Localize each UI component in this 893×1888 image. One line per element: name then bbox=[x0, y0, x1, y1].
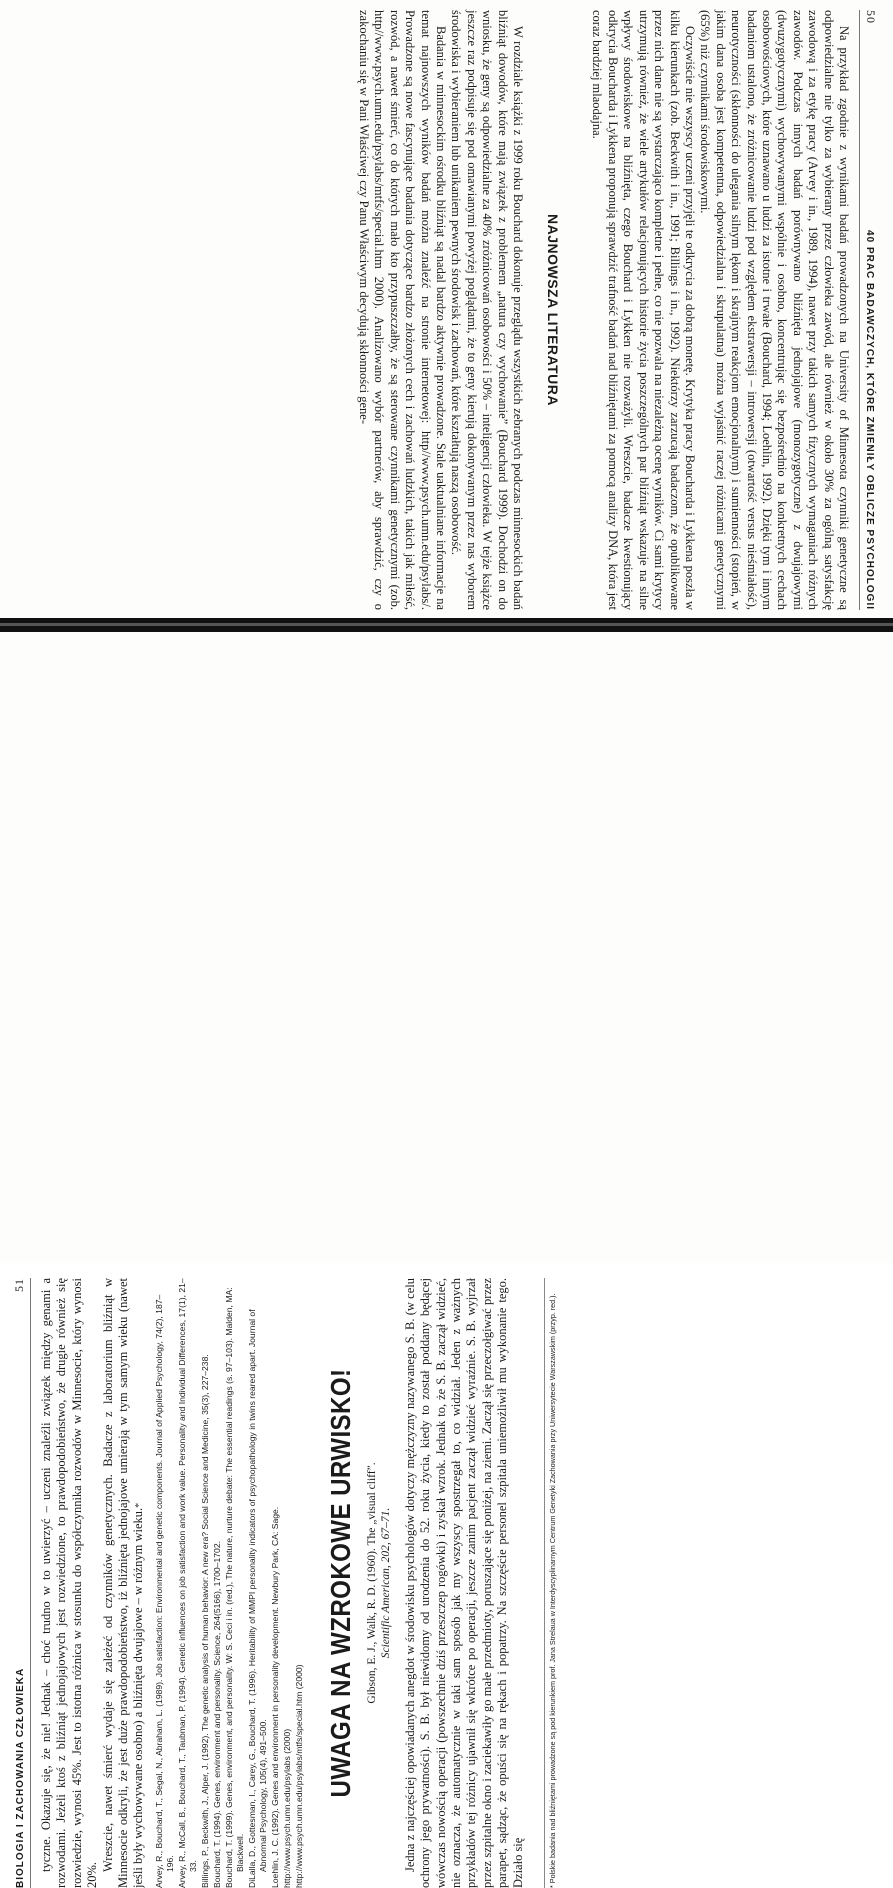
running-head bbox=[12, 1278, 31, 1888]
page-number: 51 bbox=[12, 1278, 26, 1292]
source-journal: Scientific American, 202, 67–71. bbox=[379, 1507, 392, 1659]
running-head bbox=[859, 10, 878, 610]
reference-item: Bouchard, T. (1999). Genes, environment, and personality. W: S. Ceci i in. (red.), The nature, nurture debate: The essential readings (s. 97–103). Malden, MA: Blackwell. bbox=[223, 1287, 245, 1888]
running-head-title: 40 PRAC BADAWCZYCH, KTÓRE ZMIENIŁY OBLICZE PSYCHOLOGII bbox=[864, 230, 875, 610]
page-51 bbox=[12, 1278, 892, 1888]
source-authors: Gibson, E. J., Walk, R. D. (1960). The „visual cliff”. bbox=[365, 1462, 378, 1704]
reference-item: Arvey, R., McCall, B., Bouchard, T., Taubman, P. (1994). Genetic influences on job satisfaction and work value. Personality and Individual Differences, 17(1), 21–33. bbox=[176, 1278, 198, 1888]
paragraph: Na przykład zgodnie z wynikami badań prowadzonych na University of Minnesota czynniki genetyczne są odpowiedzialne nie tylko za wybierany przez człowieka zawód, ale również w około 30% za ogólną satysfakcję zawodową i za etykę pracy (Arvey i in., 1989, 1994), nawet przy takich samych fizycznych wymaganiach różnych zawodów. Podczas innych badań porównywano bliźnięta jednojajowe (monozygotyczne) z dwujajowymi (dwuzygotycznymi) wychowywanymi wspólnie i osobno, koncentrując się bezpośrednio na konkretnych cechach osobowościowych, które uznawano u ludzi za istotne i trwałe (Bouchard, 1994; Loehlin, 1992). Dzięki tym i innym badaniom ustalono, że zróżnicowanie ludzi pod względem ekstrawersji – introwersji (otwartość versus nieśmiałość), neurotyczności (skłonności do ulegania silnym lękom i skrajnym reakcjom emocjonalnym) i sumienności (stopień, w jakim dana osoba jest kompetentna, odpowiedzialna i skrupulatna) można wyjaśnić raczej różnicami genetycznymi (65%) niż czynnikami środowiskowymi. bbox=[698, 10, 851, 610]
chapter-title: UWAGA NA WZROKOWE URWISKO! bbox=[324, 1368, 356, 1798]
footnote: * Polskie badania nad bliźniętami prowadzone są pod kierunkiem prof. Jana Strelaua w Interdyscyplinarnym Centrum Genetyki Zachowania przy Uniwersytecie Warszawskim (przyp. red.). bbox=[544, 1278, 557, 1888]
paragraph bbox=[101, 1278, 148, 1888]
paragraph: tyczne. Okazuje się, że nie! Jednak – choć trudno w to uwierzyć – uczeni znaleźli związek między genami a rozwodami. Jeżeli ktoś z bliźniąt jednojajowych jest rozwiedzione, to prawdopodobieństwo, że drugie również się rozwiedzie, wynosi 45%. Jest to istotna różnica w stosunku do współczynnika rozwodów w Minnesocie, który wynosi 20%. bbox=[39, 1278, 100, 1888]
section-heading: NAJNOWSZA LITERATURA bbox=[545, 214, 562, 406]
reference-list bbox=[154, 1278, 305, 1888]
reference-item: Bouchard, T. (1994). Genes, environment and personality. Science, 264(5166), 1700–1702. bbox=[211, 1541, 222, 1888]
page-number: 50 bbox=[864, 10, 878, 24]
paragraph: W rozdziale książki z 1999 roku Bouchard dokonuje przeglądu wszystkich zebranych podczas minnesockich badań bliźniąt dowodów, które mają związek z problemem „natura czy wychowanie” (Bouchard 1999). Dochodzi on do wniosku, że geny są odpowiedzialne za 40% zróżnicowań osobowości i 50% – inteligencji człowieka. W tejże książce jeszcze raz podpisuje się pod omawianymi powyżej poglądami, że to geny kierują dokonywanym przez nas wyborem środowiska i wybieraniem lub unikaniem pewnych środowisk i zachowań, które kształtują naszą osobowość. bbox=[449, 10, 526, 610]
reference-item: Billings, P., Beckwith, J., Alper, J. (1992). The genetic analysis of human behavior: A new era? Social Science and Medicine, 35(3), 227–238. bbox=[199, 1354, 210, 1888]
reference-item: http://www.psych.umn.edu/psylabs (2000) bbox=[281, 1728, 292, 1888]
footnote-marker: * bbox=[134, 1502, 146, 1508]
book-gutter bbox=[0, 618, 893, 632]
paragraph-text: Wreszcie, nawet śmierć wydaje się zależeć od czynników genetycznych. Badacze z laboratorium bliźniąt w Minnesocie odkryli, że jest duże prawdopodobieństwo, iż bliźnięta jednojajowe umierają w tym samym wieku (nawet jeśli były wychowywane osobno) a bliźnięta dwujajowe – w różnym wieku. bbox=[100, 1278, 146, 1888]
reference-item: DiLalla, D., Gottesman, I., Carey, G., Bouchard, T. (1996). Heritability of MMPI personality indicators of psychopathology in twins reared apart. Journal of Abnormal Psychology, 105(4), 491–500. bbox=[246, 1309, 268, 1888]
paragraph: Oczywiście nie wszyscy uczeni przyjęli te odkrycia za dobrą monetę. Krytyka pracy Boucharda i Lykkena poszła w kilku kierunkach (zob. Beckwith i in., 1991; Billings i in., 1992). Niektórzy zarzucają badaczom, że opublikowane przez nich dane nie są wystarczająco kompletne i pełne, co nie pozwala na niezależną ocenę wyników. Ci sami krytycy utrzymują również, że wiele artykułów relacjonujących historie życia poszczególnych par bliźniąt wskazuje na silne wpływy środowiskowe na bliźnięta, czego Bouchard i Lykken nie rozważyli. Wreszcie, badacze kwestionujący odkrycia Boucharda i Lykkena proponują sprawdzić trafność badań nad bliźniętami za pomocą analizy DNA, która jest coraz bardziej mlaodajna. bbox=[590, 10, 697, 610]
right-page-scan bbox=[0, 636, 893, 1888]
reference-item: http://www.psych.umn.edu/psylabs/mtfs/special.htm (2000) bbox=[293, 1664, 304, 1888]
left-page-scan bbox=[0, 0, 893, 616]
paragraph: Jedna z najczęściej opowiadanych anegdot w środowisku psychologów dotyczy mężczyzny nazywanego S. B. (w celu ochrony jego prywatności). S. B. był niewidomy od urodzenia do 52. roku życia, kiedy to został poddany będącej wówczas nowością operacji (powszechnie dziś przeszczep rogówki) i zyskał wzrok. Jednak to, że S. B. zaczął widzieć, nie oznacza, że automatycznie w taki sam sposób jak my wszyscy spostrzegał to, co widział. Jeden z ważnych przykładów tej różnicy ujawnił się wkrótce po operacji, jeszcze zanim pacjent zaczął widzieć wyraźnie. S. B. wyjrzał przez szpitalne okno i zaciekawiły go małe przedmioty, poruszające się poniżej, na ziemi. Zaczął się przeczołgiwać przez parapet, sądząc, że opuści się na rękach i popatrzy. Na szczęście personel szpitala uniemożliwił mu wykonanie tego. Działo się bbox=[402, 1278, 525, 1888]
running-head-title: BIOLOGIA I ZACHOWANIA CZŁOWIEKA bbox=[15, 1667, 26, 1888]
page-50 bbox=[0, 10, 878, 610]
source-citation bbox=[365, 1278, 393, 1888]
paragraph: Badania w minnesockim ośrodku bliźniąt są nadal bardzo aktywnie prowadzone. Stale uaktualniane informacje na temat najnowszych wyników badań można znaleźć na stronie internetowej: http//www.psych.umn.edu/psylabs/. Prowadzone są nowe fascynujące badania dotyczące bardzo złożonych cech i zachowań ludzkich, takich jak miłość, rozwód, a nawet śmierć, co do których mało kto przypuszczałby, że są sterowane czynnikami genetycznymi (zob. http//www.psych.umn.edu/psylabs/mtfs/special.htm 2000). Analizowano wybór partnerów, aby sprawdzić, czy o zakochaniu się w Pani Właściwej czy Panu Właściwym decydują skłonności gene- bbox=[357, 10, 449, 610]
reference-item: Arvey, R., Bouchard, T., Segal, N., Abraham, L. (1989). Job satisfaction: Environmental and genetic components. Journal of Applied Psychology, 74(2), 187–196. bbox=[153, 1294, 175, 1888]
reference-item: Loehlin, J. C. (1992). Genes and environment in personality development. Newbury Park, CA: Sage. bbox=[269, 1506, 280, 1888]
